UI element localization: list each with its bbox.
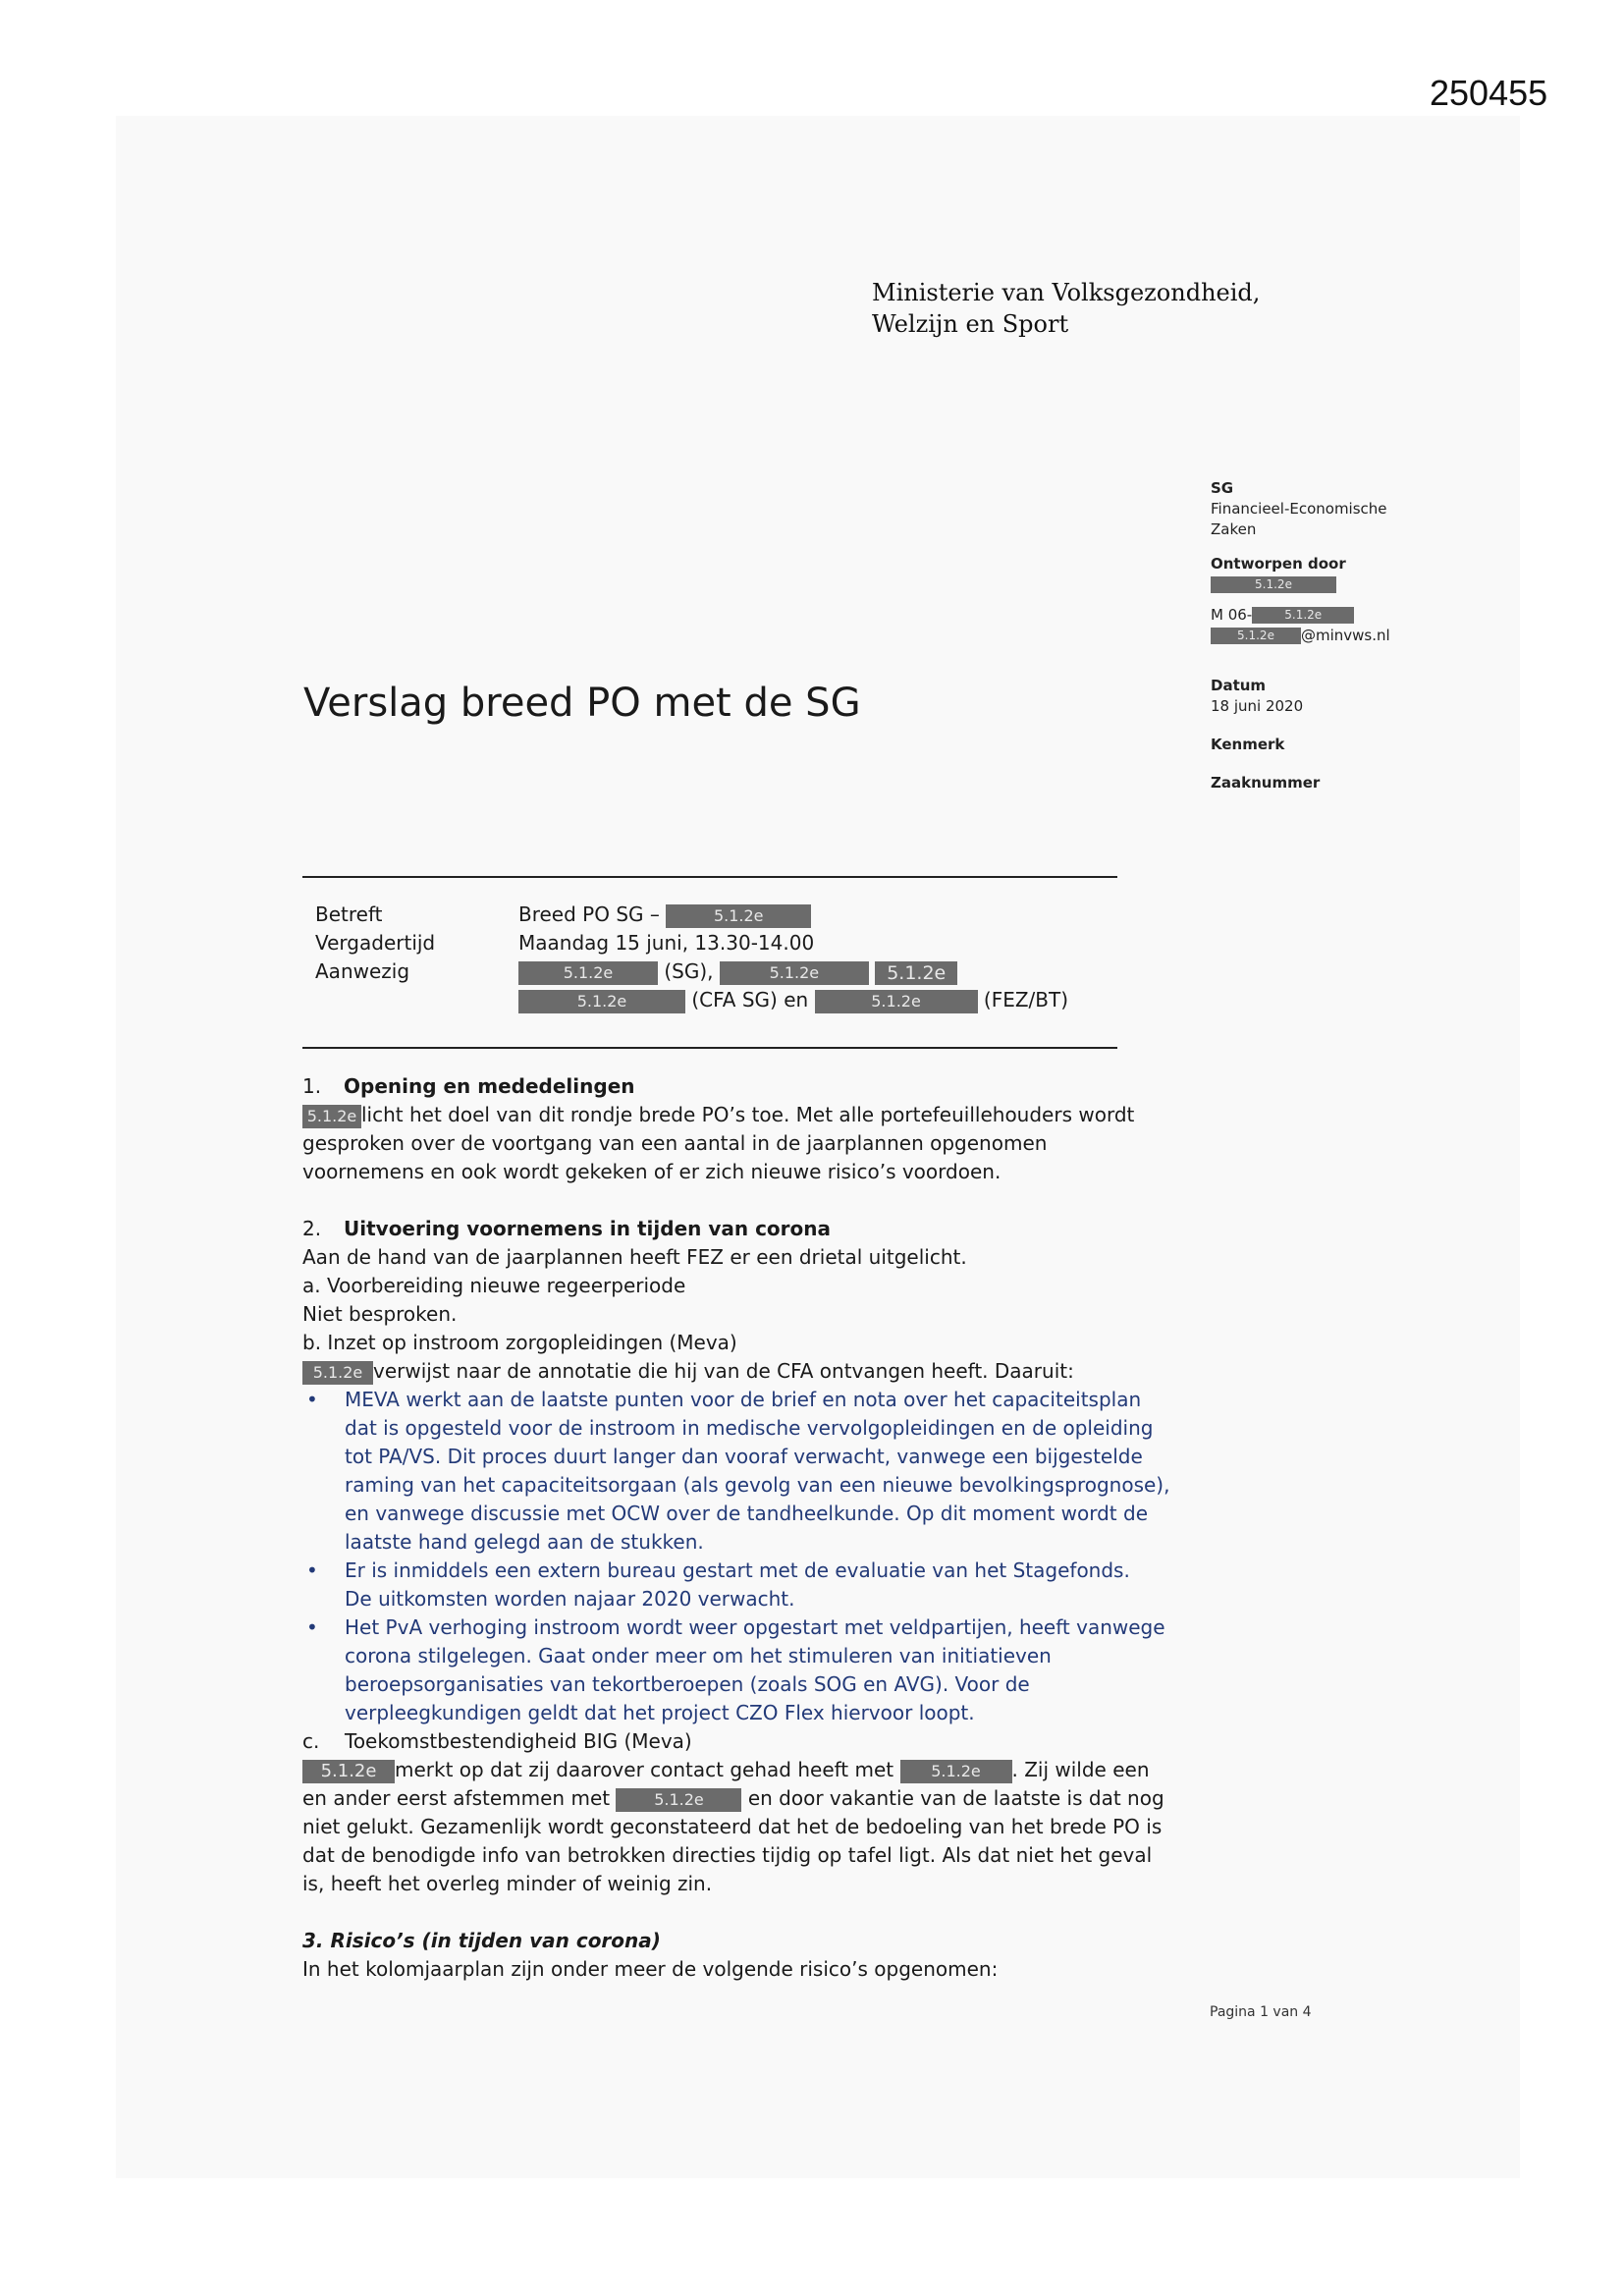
- sidebar-case-label: Zaaknummer: [1211, 774, 1321, 792]
- section-2b-intro: verwijst naar de annotatie die hij van de CFA ontvangen heeft. Daaruit:: [373, 1359, 1074, 1383]
- list-item: • Er is inmiddels een extern bureau gestart met de evaluatie van het Stagefonds. De uitkomsten worden najaar 2020 verwacht.: [306, 1558, 1130, 1611]
- section-2a-note: Niet besproken.: [302, 1302, 458, 1326]
- redaction-box: 5.1.2e: [666, 904, 811, 928]
- document-sidebar: [1211, 478, 1446, 793]
- page-footer: Pagina 1 van 4: [1210, 2004, 1312, 2020]
- section-1-heading: 1. Opening en mededelingen: [302, 1074, 635, 1098]
- redaction-box: 5.1.2e: [900, 1760, 1012, 1783]
- subject-value: Breed PO SG –: [518, 902, 660, 926]
- list-item: • Het PvA verhoging instroom wordt weer opgestart met veldpartijen, heeft vanwege corona stilgelegen. Gaat onder meer om het stimuleren van initiatieven beroepsorganisaties van tekortberoepen (zoals SOG en AVG). Voor de verpleegkundigen geldt dat het project CZO Flex hiervoor loopt.: [306, 1615, 1165, 1724]
- section-2c-line-4: dat de benodigde info van betrokken directies tijdig op tafel ligt. Als dat niet het geval: [302, 1843, 1153, 1867]
- present-fez: (FEZ/BT): [983, 988, 1069, 1011]
- sidebar-date-value: 18 juni 2020: [1211, 697, 1304, 715]
- section-3-heading: 3. Risico’s (in tijden van corona): [302, 1929, 661, 1952]
- ministry-line-1: Ministerie van Volksgezondheid,: [872, 279, 1261, 306]
- section-3-line-1: In het kolomjaarplan zijn onder meer de volgende risico’s opgenomen:: [302, 1957, 999, 1981]
- present-label: Aanwezig: [315, 959, 410, 983]
- redaction-box: 5.1.2e: [302, 1760, 395, 1783]
- section-2c-line-3: niet gelukt. Gezamenlijk wordt geconstateerd dat het de bedoeling van het brede PO is: [302, 1815, 1163, 1838]
- ministry-line-2: Welzijn en Sport: [872, 310, 1069, 338]
- time-label: Vergadertijd: [315, 931, 436, 955]
- sidebar-unit-line-2: Zaken: [1211, 520, 1257, 538]
- list-item: • MEVA werkt aan de laatste punten voor de brief en nota over het capaciteitsplan dat is opgesteld voor de instroom in medische vervolgopleidingen en de opleiding tot PA/VS. Dit proces duurt langer dan vooraf verwacht, vanwege een bijgestelde raming van het capaciteitsorgaan (als gevolg van een nieuwe bevolkingsprognose), en vanwege discussie met OCW over de tandheelkunde. Op dit moment wordt de laatste hand gelegd aan de stukken.: [306, 1388, 1170, 1554]
- present-sg: (SG),: [664, 959, 714, 983]
- subject-label: Betreft: [315, 902, 383, 926]
- section-2c-line-2b: en door vakantie van de laatste is dat nog: [747, 1786, 1164, 1810]
- sidebar-phone-prefix: M 06-: [1211, 606, 1253, 624]
- section-2c-line-2a: en ander eerst afstemmen met: [302, 1786, 611, 1810]
- sidebar-ref-label: Kenmerk: [1211, 736, 1285, 753]
- document-title: Verslag breed PO met de SG: [303, 681, 861, 726]
- annotation-bullet-list: [302, 1386, 1206, 1727]
- redaction-box: 5.1.2e: [1211, 576, 1336, 593]
- ministry-logo-text: [872, 277, 1260, 340]
- section-2a-heading: a. Voorbereiding nieuwe regeerperiode: [302, 1274, 686, 1297]
- sidebar-designed-by-label: Ontworpen door: [1211, 555, 1346, 573]
- redaction-box: 5.1.2e: [720, 961, 869, 985]
- section-2c-heading: c. Toekomstbestendigheid BIG (Meva): [302, 1729, 692, 1753]
- section-2b-heading: b. Inzet op instroom zorgopleidingen (Meva): [302, 1331, 737, 1354]
- redaction-box: 5.1.2e: [616, 1788, 741, 1812]
- redaction-box: 5.1.2e: [1252, 607, 1354, 624]
- redaction-box: 5.1.2e: [815, 990, 978, 1013]
- redaction-box: 5.1.2e: [875, 961, 957, 985]
- section-2-heading: 2. Uitvoering voornemens in tijden van corona: [302, 1217, 832, 1240]
- section-2c-line-1b: . Zij wilde een: [1011, 1758, 1150, 1781]
- divider-bottom: [302, 1047, 1117, 1049]
- redaction-box: 5.1.2e: [302, 1361, 373, 1385]
- sidebar-dept: SG: [1211, 479, 1234, 497]
- document-number: 250455: [1430, 73, 1548, 113]
- section-2c-line-1a: merkt op dat zij daarover contact gehad heeft met: [395, 1758, 894, 1781]
- redaction-box: 5.1.2e: [1211, 628, 1301, 644]
- redaction-box: 5.1.2e: [302, 1105, 361, 1128]
- redaction-box: 5.1.2e: [518, 961, 658, 985]
- sidebar-email-suffix: @minvws.nl: [1301, 627, 1390, 644]
- section-1-line-2: gesproken over de voortgang van een aantal in de jaarplannen opgenomen: [302, 1131, 1048, 1155]
- sidebar-date-label: Datum: [1211, 677, 1267, 694]
- section-2-line-1: Aan de hand van de jaarplannen heeft FEZ er een drietal uitgelicht.: [302, 1245, 967, 1269]
- section-2c-line-5: is, heeft het overleg minder of weinig zin.: [302, 1872, 713, 1895]
- section-1-line-3: voornemens en ook wordt gekeken of er zich nieuwe risico’s voordoen.: [302, 1160, 1001, 1183]
- redaction-box: 5.1.2e: [518, 990, 685, 1013]
- document-body: [302, 1072, 1206, 1984]
- sidebar-unit-line-1: Financieel-Economische: [1211, 500, 1387, 518]
- time-value: Maandag 15 juni, 13.30-14.00: [518, 931, 815, 955]
- section-1-line-1: licht het doel van dit rondje brede PO’s toe. Met alle portefeuillehouders wordt: [361, 1103, 1135, 1126]
- present-cfa: (CFA SG) en: [691, 988, 809, 1011]
- divider-top: [302, 876, 1117, 878]
